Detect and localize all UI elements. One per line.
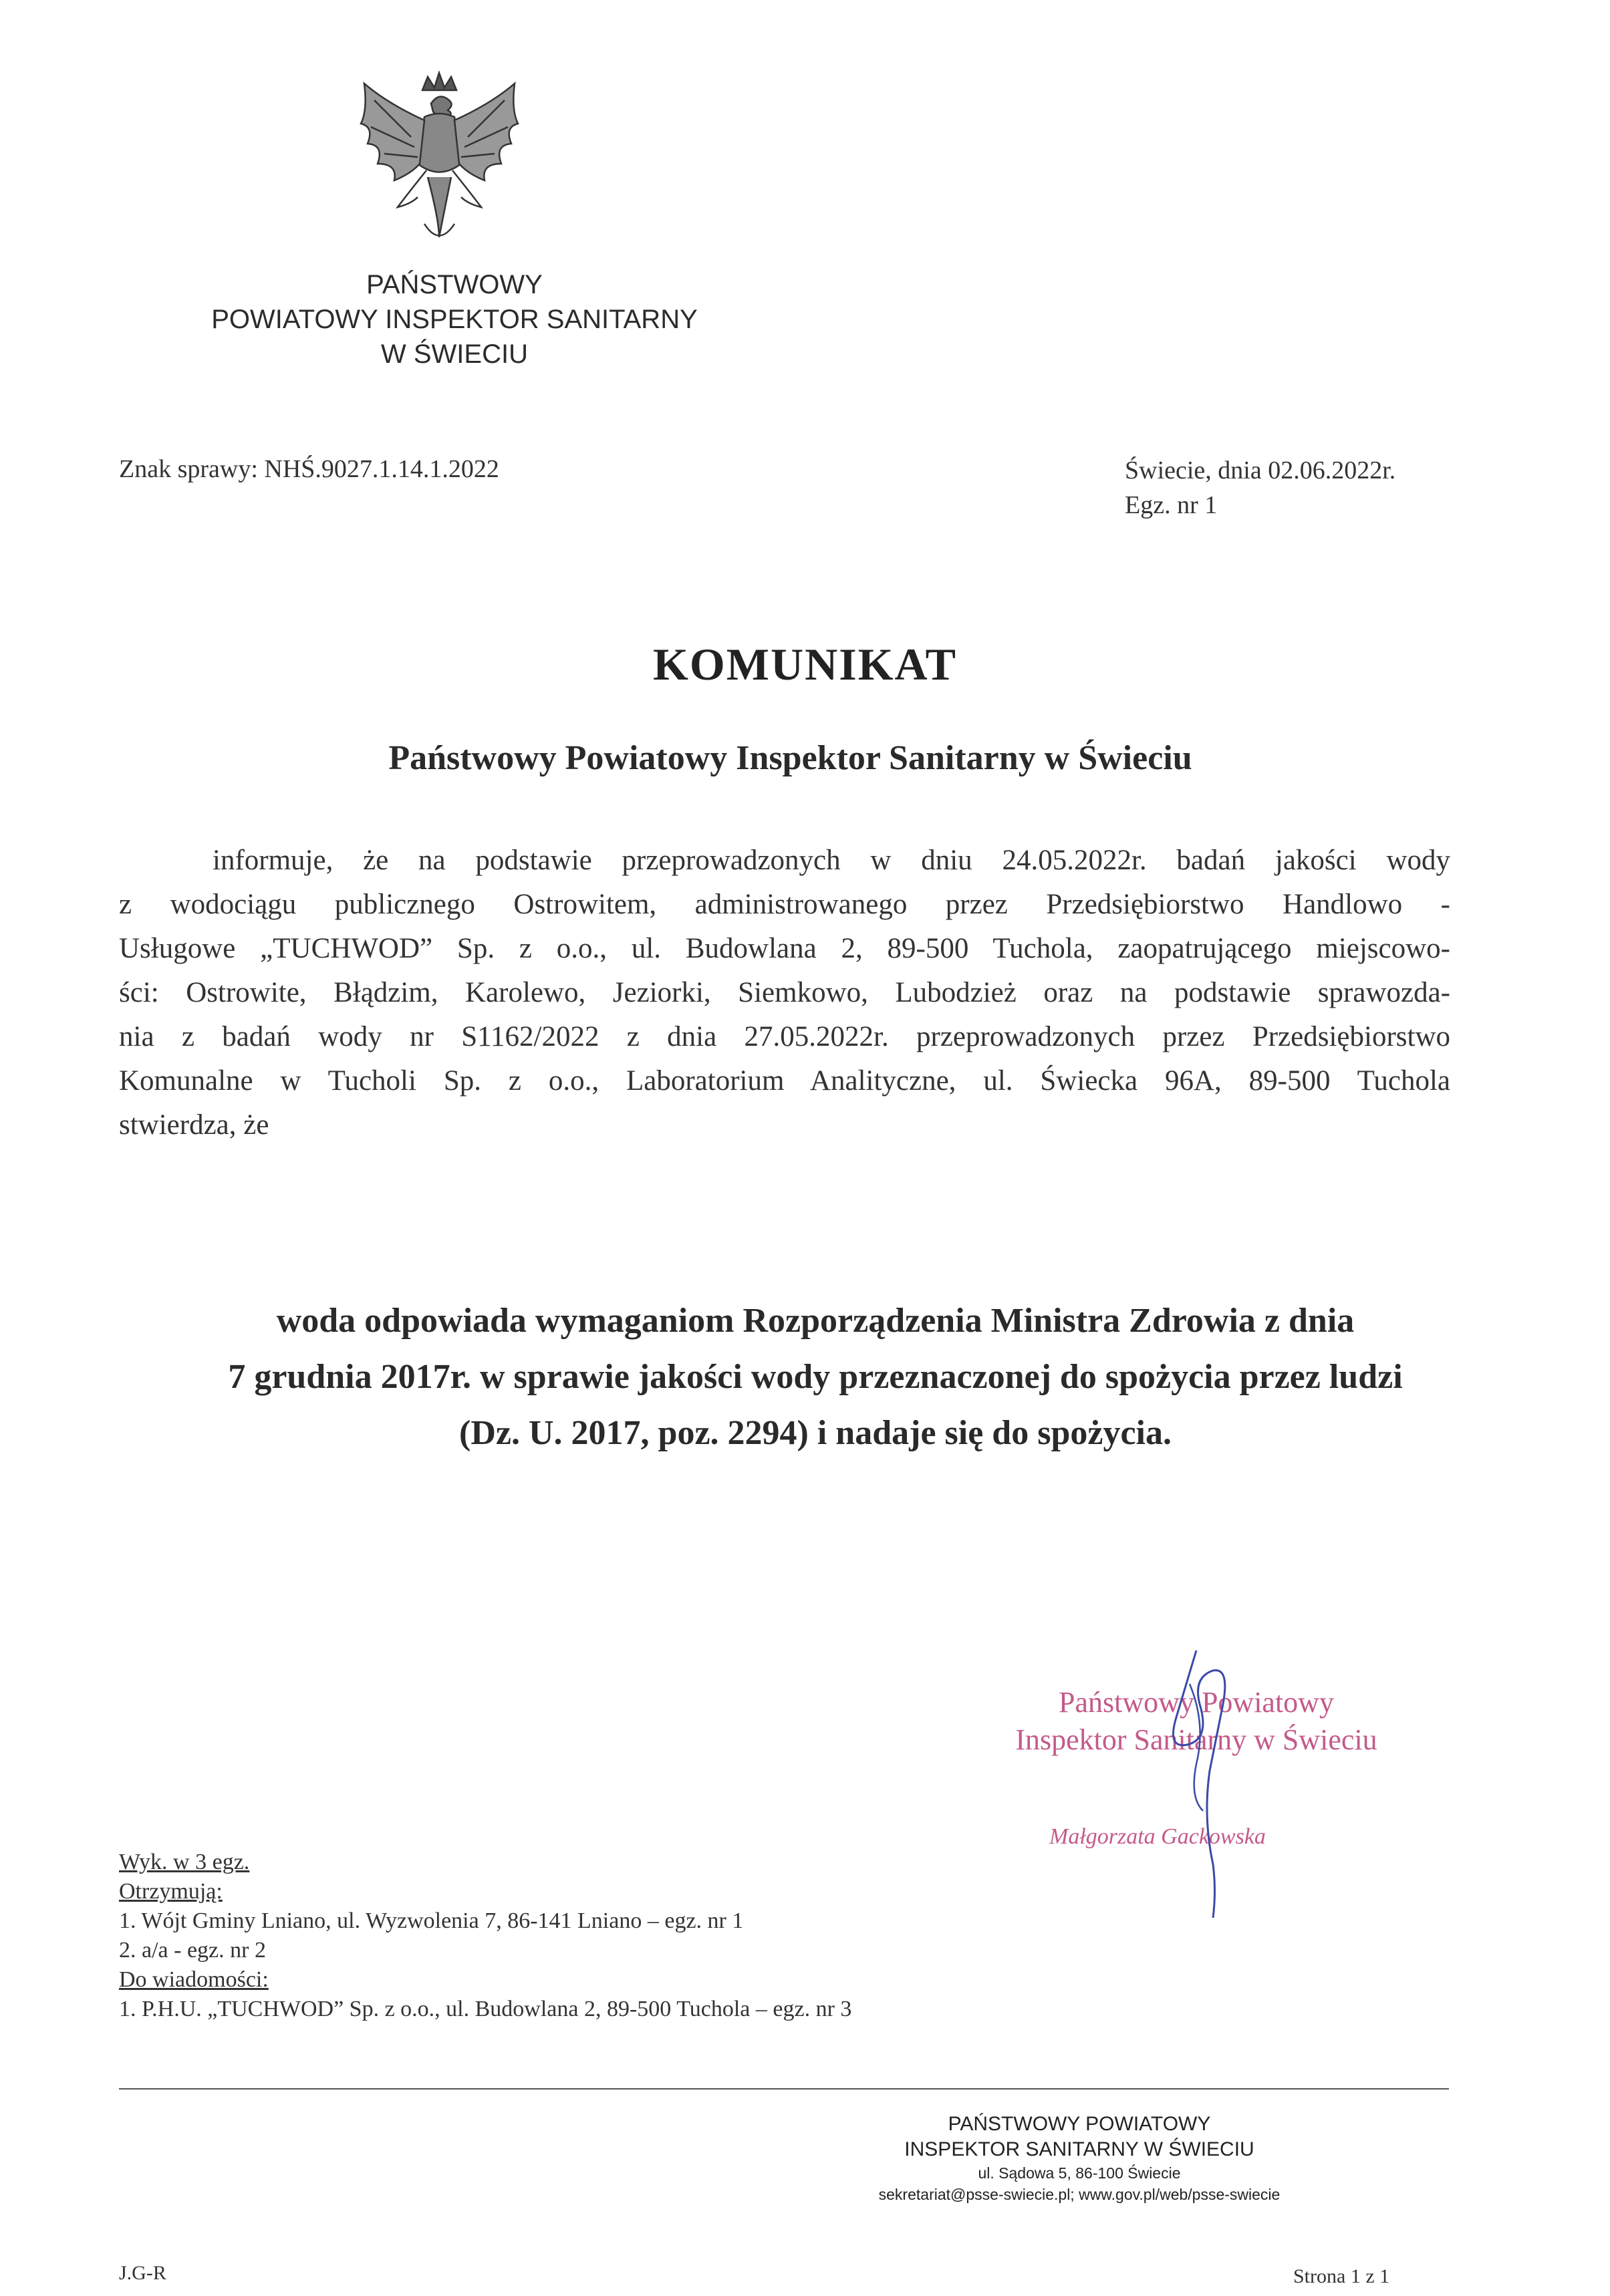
body-line: Usługowe „TUCHWOD” Sp. z o.o., ul. Budowlana 2, 89-500 Tuchola, zaopatrującego miejscowo- xyxy=(119,933,1450,964)
header-line-1: PAŃSTWOWY xyxy=(366,270,543,299)
document-subtitle: Państwowy Powiatowy Inspektor Sanitarny w Świeciu xyxy=(388,739,1192,777)
footer-address xyxy=(735,2112,1424,2205)
header-line-3: W ŚWIECIU xyxy=(381,339,528,369)
copies-count: Wyk. w 3 egz. xyxy=(119,1850,250,1874)
handwritten-signature xyxy=(1150,1644,1270,1924)
info-label: Do wiadomości: xyxy=(119,1967,269,1992)
body-paragraph xyxy=(119,839,1450,1147)
document-title: KOMUNIKAT xyxy=(653,639,957,690)
eagle-emblem-icon xyxy=(348,63,531,264)
info-item: 1. P.H.U. „TUCHWOD” Sp. z o.o., ul. Budowlana 2, 89-500 Tuchola – egz. nr 3 xyxy=(119,1997,852,2021)
header-line-2: POWIATOWY INSPEKTOR SANITARNY xyxy=(211,305,698,334)
recipients-label: Otrzymują: xyxy=(119,1879,223,1904)
stamp-line-2: Inspektor Sanitarny w Świeciu xyxy=(1015,1723,1377,1756)
author-initials: J.G-R xyxy=(119,2262,166,2284)
conclusion-line: (Dz. U. 2017, poz. 2294) i nadaje się do spożycia. xyxy=(459,1414,1172,1452)
body-line: ści: Ostrowite, Błądzim, Karolewo, Jeziorki, Siemkowo, Lubodzież oraz na podstawie sprawozda- xyxy=(119,977,1450,1008)
body-line: z wodociągu publicznego Ostrowitem, administrowanego przez Przedsiębiorstwo Handlowo - xyxy=(119,889,1450,920)
footer-line-1: PAŃSTWOWY POWIATOWY xyxy=(948,2113,1211,2135)
recipient-item: 1. Wójt Gminy Lniano, ul. Wyzwolenia 7, 86-141 Lniano – egz. nr 1 xyxy=(119,1908,744,1933)
page-number: Strona 1 z 1 xyxy=(1293,2265,1390,2287)
institution-header xyxy=(154,267,755,372)
recipient-item: 2. a/a - egz. nr 2 xyxy=(119,1938,266,1963)
footer-contact: sekretariat@psse-swiecie.pl; www.gov.pl/web/psse-swiecie xyxy=(878,2186,1281,2203)
stamp-line-1: Państwowy Powiatowy xyxy=(1059,1686,1334,1719)
distribution-list xyxy=(119,1848,851,2024)
conclusion-line: woda odpowiada wymaganiom Rozporządzenia Ministra Zdrowia z dnia xyxy=(276,1302,1355,1340)
stamp-name: Małgorzata Gackowska xyxy=(1049,1824,1266,1849)
conclusion xyxy=(94,1293,1537,1461)
body-line: Komunalne w Tucholi Sp. z o.o., Laboratorium Analityczne, ul. Świecka 96A, 89-500 Tuchola xyxy=(119,1065,1450,1097)
conclusion-line: 7 grudnia 2017r. w sprawie jakości wody przeznaczonej do spożycia przez ludzi xyxy=(228,1358,1403,1396)
body-line: nia z badań wody nr S1162/2022 z dnia 27.05.2022r. przeprowadzonych przez Przedsiębiorstwo xyxy=(119,1021,1450,1052)
copy-number: Egz. nr 1 xyxy=(1125,491,1218,519)
footer-line-2: INSPEKTOR SANITARNY W ŚWIECIU xyxy=(904,2138,1254,2160)
footer-divider xyxy=(119,2088,1449,2090)
footer-address-line: ul. Sądowa 5, 86-100 Świecie xyxy=(978,2164,1181,2182)
body-line: stwierdza, że xyxy=(119,1109,269,1141)
place-date: Świecie, dnia 02.06.2022r. xyxy=(1125,456,1396,484)
case-number: Znak sprawy: NHŚ.9027.1.14.1.2022 xyxy=(119,455,499,483)
body-line: informuje, że na podstawie przeprowadzonych w dniu 24.05.2022r. badań jakości wody xyxy=(213,845,1450,876)
